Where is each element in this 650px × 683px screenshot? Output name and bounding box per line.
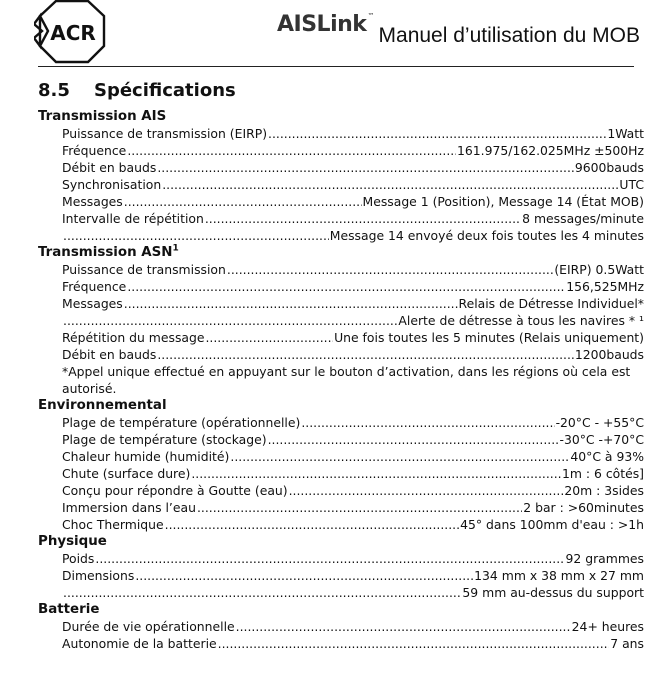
spec-row xyxy=(62,193,644,210)
spec-row xyxy=(62,431,644,448)
dot-leader xyxy=(268,431,559,448)
spec-row xyxy=(62,295,644,312)
footnote-marker: 1 xyxy=(172,243,179,254)
dot-leader xyxy=(227,261,553,278)
spec-label: Puissance de transmission (EIRP) xyxy=(62,126,268,141)
spec-group-title xyxy=(38,397,644,414)
spec-group-title xyxy=(38,533,644,550)
spec-label: Débit en bauds xyxy=(62,347,157,362)
spec-row xyxy=(62,210,644,227)
spec-label: Choc Thermique xyxy=(62,517,164,532)
dot-leader xyxy=(124,193,362,210)
dot-leader xyxy=(95,550,564,567)
spec-value: Une fois toutes les 5 minutes (Relais uniquement) xyxy=(334,330,644,345)
spec-row xyxy=(62,176,644,193)
spec-row xyxy=(62,567,644,584)
manual-title: Manuel d’utilisation du MOB xyxy=(378,24,640,47)
spec-label: Synchronisation xyxy=(62,177,162,192)
section-heading xyxy=(38,80,236,101)
spec-label: Immersion dans l’eau xyxy=(62,500,196,515)
spec-row xyxy=(62,482,644,499)
spec-value: 7 ans xyxy=(610,636,644,651)
dot-leader xyxy=(127,142,456,159)
dot-leader xyxy=(218,635,610,652)
spec-label: Autonomie de la batterie xyxy=(62,636,217,651)
aislink-logo xyxy=(277,12,375,46)
spec-value: 20m : 3sides xyxy=(564,483,644,498)
spec-group-title-text: Environnemental xyxy=(38,398,167,413)
spec-value: 8 messages/minute xyxy=(522,211,644,226)
dot-leader xyxy=(205,210,521,227)
specifications-list xyxy=(38,108,644,652)
spec-group-title xyxy=(38,108,644,125)
spec-value: 161.975/162.025MHz ±500Hz xyxy=(457,143,644,158)
spec-label: Messages xyxy=(62,296,123,311)
spec-value: -30°C -+70°C xyxy=(559,432,644,447)
dot-leader xyxy=(157,159,574,176)
spec-value: -20°C - +55°C xyxy=(555,415,644,430)
spec-row xyxy=(62,635,644,652)
spec-value: 92 grammes xyxy=(565,551,644,566)
spec-row xyxy=(62,448,644,465)
dot-leader xyxy=(124,295,458,312)
spec-value: Relais de Détresse Individuel* xyxy=(458,296,644,311)
spec-row xyxy=(62,465,644,482)
spec-row xyxy=(62,125,644,142)
spec-value: 2 bar : >60minutes xyxy=(523,500,644,515)
spec-value: 9600bauds xyxy=(574,160,644,175)
spec-group-title-text: Physique xyxy=(38,534,107,549)
spec-value: 156,525MHz xyxy=(566,279,644,294)
spec-row xyxy=(62,516,644,533)
spec-value: 40°C à 93% xyxy=(570,449,644,464)
spec-label: Fréquence xyxy=(62,279,127,294)
spec-footnote: *Appel unique effectué en appuyant sur le bouton d’activation, dans les régions où cela est autorisé. xyxy=(62,364,631,396)
spec-value: 1200bauds xyxy=(574,347,644,362)
spec-row xyxy=(62,142,644,159)
dot-leader xyxy=(236,618,571,635)
dot-leader xyxy=(301,414,554,431)
dot-leader xyxy=(63,584,461,601)
dot-leader xyxy=(135,567,473,584)
spec-label: Fréquence xyxy=(62,143,127,158)
spec-row xyxy=(62,499,644,516)
dot-leader xyxy=(63,312,397,329)
section-title: Spécifications xyxy=(94,80,236,101)
dot-leader xyxy=(127,278,565,295)
spec-label: Intervalle de répétition xyxy=(62,211,204,226)
spec-group-title-text: Batterie xyxy=(38,602,100,617)
spec-label: Durée de vie opérationnelle xyxy=(62,619,235,634)
dot-leader xyxy=(63,227,329,244)
spec-label: Plage de température (stockage) xyxy=(62,432,267,447)
spec-value: 59 mm au-dessus du support xyxy=(462,585,644,600)
spec-row xyxy=(62,618,644,635)
aislink-logo-text: AISLink xyxy=(277,12,367,37)
page-header xyxy=(0,0,650,70)
dot-leader xyxy=(268,125,606,142)
spec-value: (EIRP) 0.5Watt xyxy=(554,262,644,277)
spec-value: Message 14 envoyé deux fois toutes les 4 minutes xyxy=(329,228,644,243)
header-rule xyxy=(38,66,634,67)
spec-value: 1Watt xyxy=(607,126,644,141)
dot-leader xyxy=(230,448,569,465)
dot-leader xyxy=(157,346,574,363)
section-number: 8.5 xyxy=(38,80,70,101)
spec-value: UTC xyxy=(619,177,644,192)
spec-label: Chute (surface dure) xyxy=(62,466,191,481)
spec-row xyxy=(62,414,644,431)
dot-leader xyxy=(162,176,618,193)
acr-logo-text: ACR xyxy=(50,21,96,45)
spec-row xyxy=(62,278,644,295)
spec-label: Conçu pour répondre à Goutte (eau) xyxy=(62,483,288,498)
dot-leader xyxy=(197,499,522,516)
spec-value: Message 1 (Position), Message 14 (État MOB) xyxy=(362,194,644,209)
spec-label: Répétition du message xyxy=(62,330,205,345)
spec-value: 134 mm x 38 mm x 27 mm xyxy=(474,568,644,583)
dot-leader xyxy=(205,329,333,346)
spec-label: Messages xyxy=(62,194,123,209)
spec-group-title-text: Transmission ASN xyxy=(38,245,173,260)
spec-row xyxy=(62,550,644,567)
spec-group-title xyxy=(38,244,644,261)
spec-row xyxy=(62,227,644,244)
spec-row xyxy=(62,159,644,176)
dot-leader xyxy=(191,465,561,482)
spec-label: Poids xyxy=(62,551,95,566)
spec-row xyxy=(62,261,644,278)
spec-label: Puissance de transmission xyxy=(62,262,226,277)
spec-group-title xyxy=(38,601,644,618)
acr-logo xyxy=(34,0,110,64)
spec-label: Dimensions xyxy=(62,568,135,583)
spec-row xyxy=(62,346,644,363)
spec-group-title-text: Transmission AIS xyxy=(38,109,167,124)
spec-value: 24+ heures xyxy=(571,619,644,634)
dot-leader xyxy=(165,516,460,533)
spec-row xyxy=(62,329,644,346)
spec-value: 45° dans 100mm d'eau : >1h xyxy=(460,517,644,532)
dot-leader xyxy=(289,482,564,499)
spec-value: 1m : 6 côtés] xyxy=(562,466,644,481)
spec-value: Alerte de détresse à tous les navires * ¹ xyxy=(398,313,644,328)
trademark-mark: ™ xyxy=(367,12,375,20)
spec-label: Plage de température (opérationnelle) xyxy=(62,415,301,430)
spec-label: Débit en bauds xyxy=(62,160,157,175)
spec-label: Chaleur humide (humidité) xyxy=(62,449,230,464)
spec-row xyxy=(62,312,644,329)
spec-row xyxy=(62,584,644,601)
